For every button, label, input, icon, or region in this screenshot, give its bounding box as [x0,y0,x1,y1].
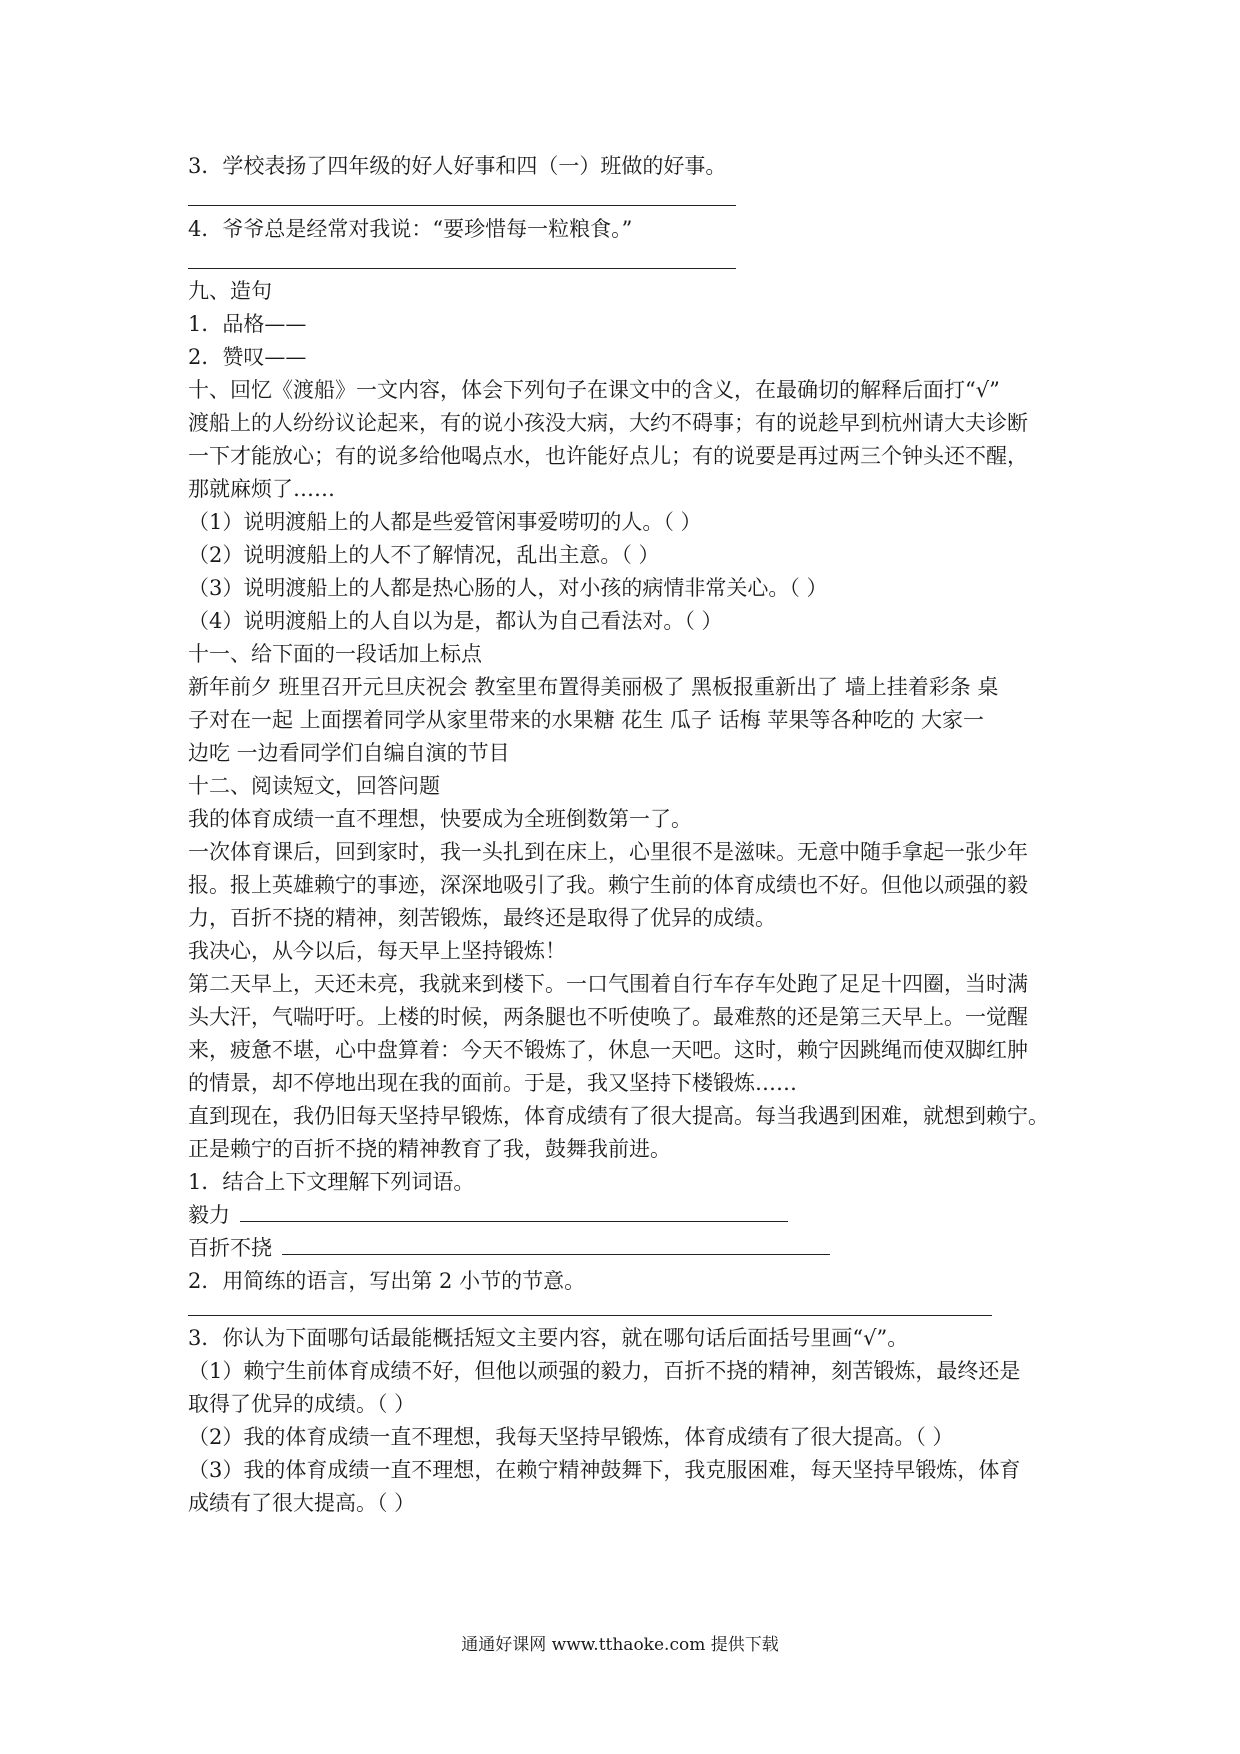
option-3: （3）说明渡船上的人都是热心肠的人，对小孩的病情非常关心。（ ） [188,576,828,600]
section-9-heading: 九、造句 [188,279,272,303]
summary-option-3: （3）我的体育成绩一直不理想，在赖宁精神鼓舞下，我克服困难，每天坚持早锻炼，体育 [188,1458,1021,1482]
option-4: （4）说明渡船上的人自以为是，都认为自己看法对。（ ） [188,609,723,633]
vocab-row-1 [188,1199,1068,1232]
reading-line: 来，疲惫不堪，心中盘算着：今天不锻炼了，休息一天吧。这时，赖宁因跳绳而使双脚红肿 [188,1038,1028,1062]
summary-option-1: （1）赖宁生前体育成绩不好，但他以顽强的毅力，百折不挠的精神，刻苦锻炼，最终还是 [188,1359,1021,1383]
reading-line: 报。报上英雄赖宁的事迹，深深地吸引了我。赖宁生前的体育成绩也不好。但他以顽强的毅 [188,873,1028,897]
answer-line [282,1253,830,1255]
vocab-word: 百折不挠 [188,1236,272,1260]
download-footer: 通通好课网 www.tthaoke.com 提供下载 [461,1635,779,1655]
vocab-row-2 [188,1232,1068,1265]
vocab-word: 毅力 [188,1203,230,1227]
reading-line: 第二天早上，天还未亮，我就来到楼下。一口气围着自行车存车处跑了足足十四圈，当时满 [188,972,1028,996]
summary-option-1-cont: 取得了优异的成绩。（ ） [188,1392,416,1416]
section-12-heading: 十二、阅读短文，回答问题 [188,774,440,798]
reading-question-3: 3．你认为下面哪句话最能概括短文主要内容，就在哪句话后面括号里画“√”。 [188,1326,909,1350]
reading-line: 我的体育成绩一直不理想，快要成为全班倒数第一了。 [188,807,692,831]
reading-question-1: 1．结合上下文理解下列词语。 [188,1170,475,1194]
reading-line: 的情景，却不停地出现在我的面前。于是，我又坚持下楼锻炼…… [188,1071,797,1095]
worksheet-page [188,150,1068,1520]
reading-line: 头大汗，气喘吁吁。上楼的时候，两条腿也不听使唤了。最难熬的还是第三天早上。一觉醒 [188,1005,1028,1029]
punctuation-line: 新年前夕 班里召开元旦庆祝会 教室里布置得美丽极了 黑板报重新出了 墙上挂着彩条 桌 [188,675,999,699]
option-1: （1）说明渡船上的人都是些爱管闲事爱唠叨的人。（ ） [188,510,702,534]
section-11-heading: 十一、给下面的一段话加上标点 [188,642,482,666]
reading-question-2: 2．用简练的语言，写出第 2 小节的节意。 [188,1269,586,1293]
passage-line: 那就麻烦了…… [188,477,335,501]
reading-line: 我决心，从今以后，每天早上坚持锻炼！ [188,939,566,963]
passage-line: 一下才能放心；有的说多给他喝点水，也许能好点儿；有的说要是再过两三个钟头还不醒， [188,444,1028,468]
sentence-item-2: 2．赞叹—— [188,345,307,369]
answer-line [240,1220,788,1222]
reading-line: 一次体育课后，回到家时，我一头扎到在床上，心里很不是滋味。无意中随手拿起一张少年 [188,840,1028,864]
rewrite-question-4: 4．爷爷总是经常对我说：“要珍惜每一粒粮食。” [188,217,633,241]
passage-line: 渡船上的人纷纷议论起来，有的说小孩没大病，大约不碍事；有的说趁早到杭州请大夫诊断 [188,411,1028,435]
sentence-item-1: 1．品格—— [188,312,307,336]
rewrite-question-3: 3．学校表扬了四年级的好人好事和四（一）班做的好事。 [188,154,727,178]
summary-option-2: （2）我的体育成绩一直不理想，我每天坚持早锻炼，体育成绩有了很大提高。（ ） [188,1425,954,1449]
reading-line: 直到现在，我仍旧每天坚持早锻炼，体育成绩有了很大提高。每当我遇到困难，就想到赖宁。 [188,1104,1049,1128]
section-10-heading: 十、回忆《渡船》一文内容，体会下列句子在课文中的含义，在最确切的解释后面打“√” [188,378,1000,402]
reading-line: 力，百折不挠的精神，刻苦锻炼，最终还是取得了优异的成绩。 [188,906,776,930]
reading-line: 正是赖宁的百折不挠的精神教育了我，鼓舞我前进。 [188,1137,671,1161]
punctuation-line: 边吃 一边看同学们自编自演的节目 [188,741,510,765]
summary-option-3-cont: 成绩有了很大提高。（ ） [188,1491,416,1515]
punctuation-line: 子对在一起 上面摆着同学从家里带来的水果糖 花生 瓜子 话梅 苹果等各种吃的 大家一 [188,708,985,732]
option-2: （2）说明渡船上的人不了解情况，乱出主意。（ ） [188,543,660,567]
